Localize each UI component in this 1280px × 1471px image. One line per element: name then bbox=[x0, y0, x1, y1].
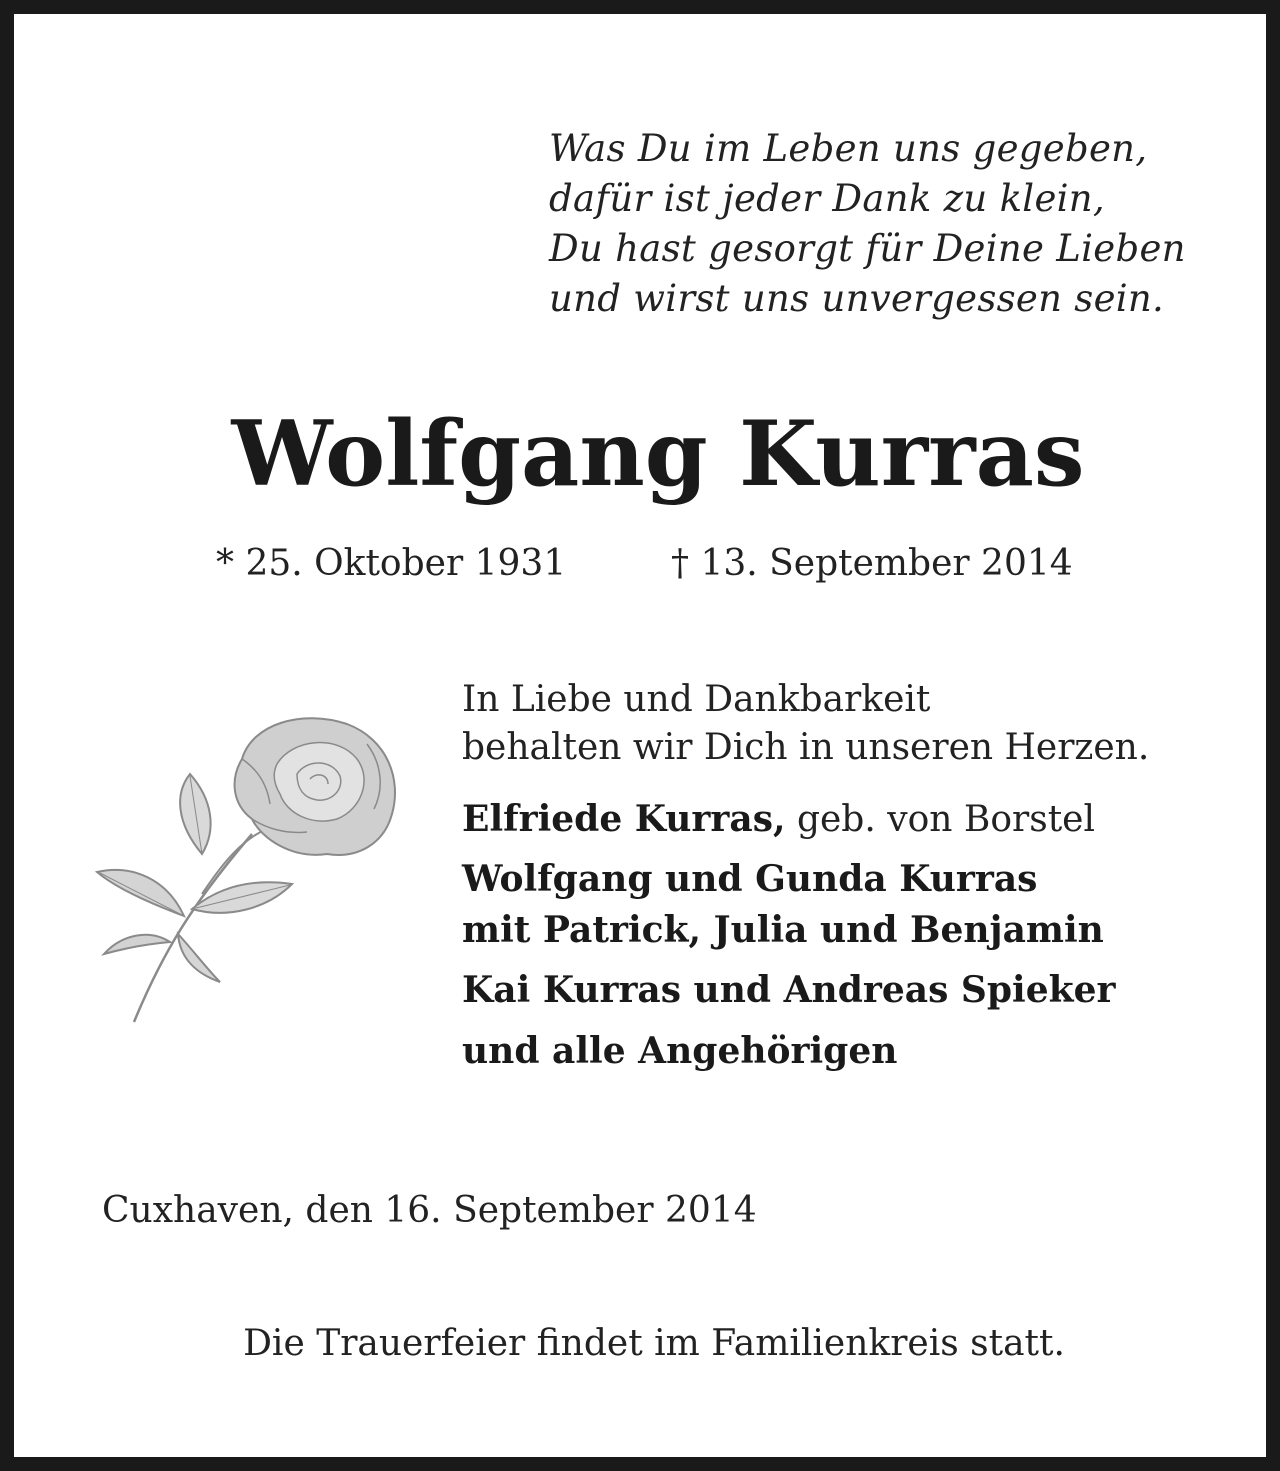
memorial-poem bbox=[549, 124, 1186, 324]
spouse-name: Elfriede Kurras, bbox=[462, 798, 786, 840]
family-group-children bbox=[462, 854, 1104, 956]
death-date: † 13. September 2014 bbox=[671, 543, 1073, 584]
poem-line: Du hast gesorgt für Deine Lieben bbox=[549, 227, 1186, 270]
spouse-maiden-name: geb. von Borstel bbox=[796, 799, 1095, 840]
family-group-kai bbox=[462, 965, 1115, 1016]
birth-date: * 25. Oktober 1931 bbox=[216, 543, 567, 584]
rose-icon bbox=[92, 704, 412, 1029]
dedication-line: behalten wir Dich in unseren Herzen. bbox=[462, 727, 1150, 768]
family-spouse bbox=[462, 794, 1095, 845]
poem-line: dafür ist jeder Dank zu klein, bbox=[549, 177, 1105, 220]
poem-line: und wirst uns unvergessen sein. bbox=[549, 277, 1165, 320]
dedication-line: In Liebe und Dankbarkeit bbox=[462, 679, 931, 720]
dedication-text bbox=[462, 676, 1149, 772]
funeral-note: Die Trauerfeier findet im Familienkreis statt. bbox=[243, 1323, 1065, 1364]
family-line: Kai Kurras und Andreas Spieker bbox=[462, 969, 1116, 1011]
poem-line: Was Du im Leben uns gegeben, bbox=[549, 127, 1148, 170]
place-and-date: Cuxhaven, den 16. September 2014 bbox=[102, 1190, 757, 1231]
family-line: mit Patrick, Julia und Benjamin bbox=[462, 909, 1104, 951]
family-line: und alle Angehörigen bbox=[462, 1030, 898, 1072]
family-line: Wolfgang und Gunda Kurras bbox=[462, 858, 1038, 900]
deceased-name: Wolfgang Kurras bbox=[231, 401, 1085, 507]
family-group-relatives bbox=[462, 1026, 897, 1077]
